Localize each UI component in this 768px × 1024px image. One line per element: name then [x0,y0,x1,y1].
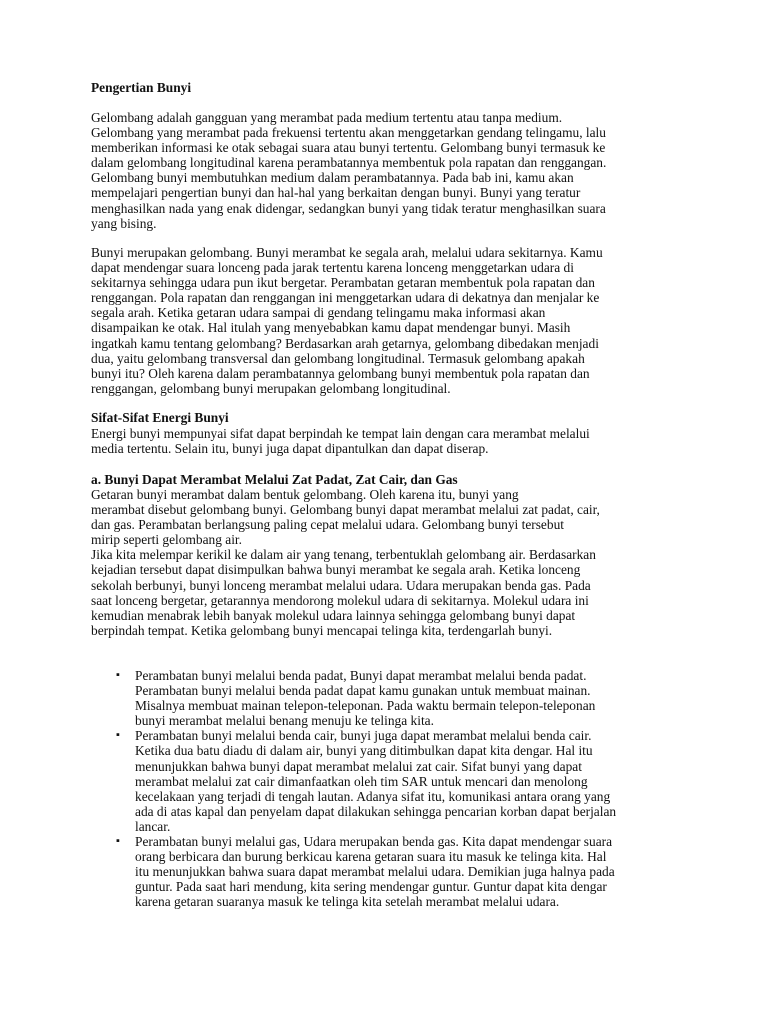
text-line: sekitarnya sehingga udara pun ikut bergetar. Perambatan getaran membentuk pola rapatan dan [91,275,595,291]
page-title: Pengertian Bunyi [91,80,192,95]
text-line: memberikan informasi ke otak sebagai suara atau bunyi tertentu. Gelombang bunyi termasuk ke [91,140,606,156]
text-line: disampaikan ke otak. Hal itulah yang menyebabkan kamu dapat mendengar bunyi. Masih [91,320,571,336]
text-line: Gelombang yang merambat pada frekuensi tertentu akan menggetarkan gendang telingamu, lalu [91,125,606,141]
text-line: Ketika dua batu diadu di dalam air, bunyi yang ditimbulkan dapat kita dengar. Hal itu [135,743,593,759]
bullet-list [91,668,691,910]
text-line: sekolah berbunyi, bunyi lonceng merambat melalui udara. Udara merupakan benda gas. Pada [91,577,591,593]
text-line: Misalnya membuat mainan telepon-teleponan. Pada waktu bermain telepon-teleponan [135,698,596,714]
text-line: orang berbicara dan burung berkicau karena getaran suara itu masuk ke telinga kita. Hal [135,849,607,865]
text-line: guntur. Pada saat hari mendung, kita sering mendengar guntur. Guntur dapat kita dengar [135,879,607,895]
text-line: menghasilkan nada yang enak didengar, sedangkan bunyi yang tidak teratur menghasilkan suara [91,200,606,216]
intro-paragraph [91,110,691,231]
text-line: Gelombang bunyi membutuhkan medium dalam perambatannya. Pada bab ini, kamu akan [91,170,574,186]
text-line: Jika kita melempar kerikil ke dalam air yang tenang, terbentuklah gelombang air. Berdasarkan [91,547,596,563]
text-line: kecelakaan yang terjadi di tengah lautan. Adanya sifat itu, komunikasi antara orang yang [135,788,611,804]
text-line: Bunyi merupakan gelombang. Bunyi merambat ke segala arah, melalui udara sekitarnya. Kamu [91,245,603,260]
section-heading-energy: Sifat-Sifat Energi Bunyi [91,410,229,425]
text-line: mempelajari pengertian bunyi dan hal-hal yang berkaitan dengan bunyi. Bunyi yang teratur [91,185,581,201]
text-line: segala arah. Ketika getaran udara sampai di gendang telingamu maka informasi akan [91,305,546,321]
list-item [91,668,691,728]
energy-paragraph [91,426,691,456]
text-line: Perambatan bunyi melalui benda cair, bunyi juga dapat merambat melalui benda cair. [135,728,592,744]
text-line: karena getaran suaranya masuk ke telinga kita setelah merambat melalui udara. [135,894,560,910]
text-line: menunjukkan bahwa bunyi dapat merambat melalui zat cair. Sifat bunyi yang dapat [135,758,582,774]
text-line: mirip seperti gelombang air. [91,532,242,548]
text-line: dapat mendengar suara lonceng pada jarak tertentu karena lonceng menggetarkan udara di [91,260,574,276]
text-line: saat lonceng bergetar, getarannya mendorong molekul udara di sekitarnya. Molekul udara ini [91,592,589,608]
text-line: Perambatan bunyi melalui benda padat, Bunyi dapat merambat melalui benda padat. [135,668,587,683]
text-line: Energi bunyi mempunyai sifat dapat berpindah ke tempat lain dengan cara merambat melalui [91,426,590,441]
text-line: media tertentu. Selain itu, bunyi juga dapat dipantulkan dan dapat diserap. [91,441,489,457]
text-line: dua, yaitu gelombang transversal dan gelombang longitudinal. Termasuk gelombang apakah [91,350,585,366]
text-line: renggangan, gelombang bunyi merupakan gelombang longitudinal. [91,380,451,396]
text-line: berpindah tempat. Ketika gelombang bunyi mencapai telinga kita, terdengarlah bunyi. [91,622,553,638]
text-line: Getaran bunyi merambat dalam bentuk gelombang. Oleh karena itu, bunyi yang [91,487,519,502]
text-line: kemudian menabrak lebih banyak molekul udara lainnya sehingga gelombang bunyi dapat [91,607,576,623]
text-line: merambat melalui zat cair dimanfaatkan oleh tim SAR untuk mencari dan menolong [135,773,588,789]
text-line: renggangan. Pola rapatan dan renggangan ini menggetarkan udara di dekatnya dan menjalar ke [91,290,600,306]
text-line: dalam gelombang longitudinal karena perambatannya membentuk pola rapatan dan renggangan. [91,155,607,171]
propagation-paragraph [91,487,691,638]
bullet-square-icon: ▪ [116,729,120,742]
bullet-square-icon: ▪ [116,669,120,681]
text-line: ada di atas kapal dan penyelam dapat dilakukan sehingga pencarian korban dapat berjalan [135,803,617,819]
text-line: Gelombang adalah gangguan yang merambat pada medium tertentu atau tanpa medium. [91,110,563,125]
text-line: bunyi itu? Oleh karena dalam perambatannya gelombang bunyi membentuk pola rapatan dan [91,365,590,381]
text-line: Perambatan bunyi melalui benda padat dapat kamu gunakan untuk membuat mainan. [135,683,591,699]
text-line: kejadian tersebut dapat disimpulkan bahwa bunyi merambat ke segala arah. Ketika lonceng [91,562,581,578]
text-line: yang bising. [91,215,157,231]
text-line: lancar. [135,818,171,834]
sound-wave-paragraph [91,245,691,396]
bullet-square-icon: ▪ [116,835,120,848]
text-line: dan gas. Perambatan berlangsung paling cepat melalui udara. Gelombang bunyi tersebut [91,517,564,533]
list-item [91,728,691,834]
section-heading-propagation: a. Bunyi Dapat Merambat Melalui Zat Padat, Zat Cair, dan Gas [91,472,458,487]
text-line: Perambatan bunyi melalui gas, Udara merupakan benda gas. Kita dapat mendengar suara [135,834,613,850]
text-line: merambat disebut gelombang bunyi. Gelombang bunyi dapat merambat melalui zat padat, cair, [91,502,600,518]
list-item [91,834,691,909]
text-line: itu menunjukkan bahwa suara dapat merambat melalui udara. Demikian juga halnya pada [135,864,615,880]
text-line: bunyi merambat melalui benang menuju ke telinga kita. [135,713,434,729]
text-line: ingatkah kamu tentang gelombang? Berdasarkan arah getarnya, gelombang dibedakan menjadi [91,335,599,351]
